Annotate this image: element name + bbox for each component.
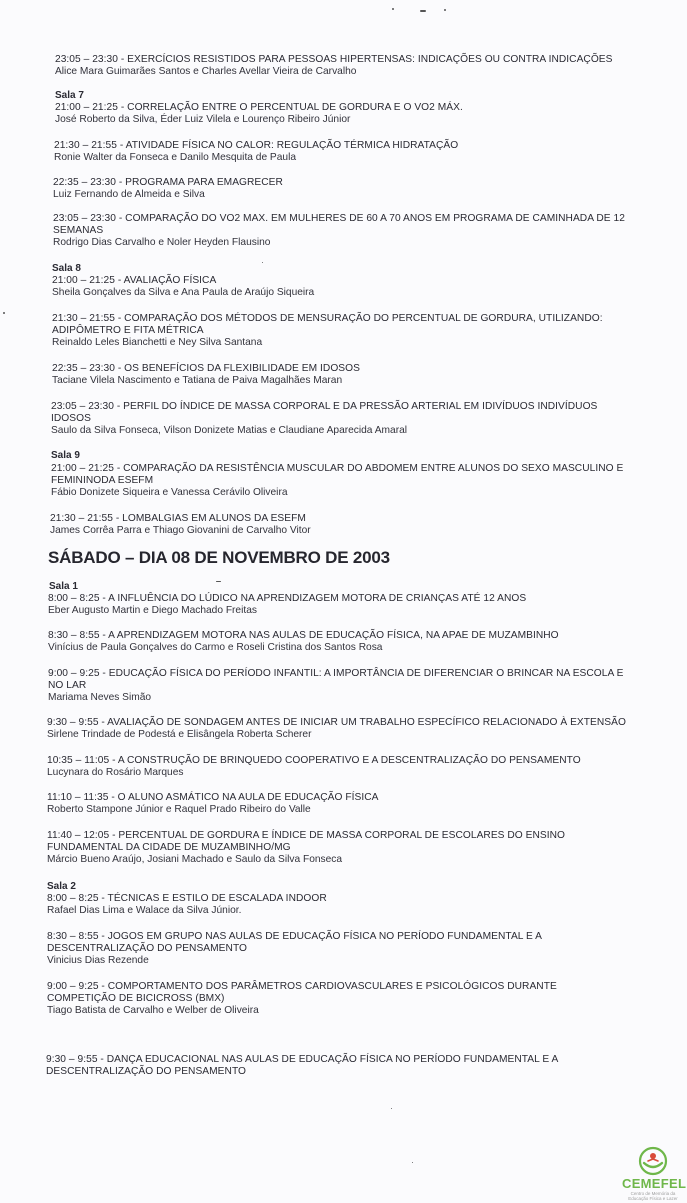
entry-authors: Sheila Gonçalves da Silva e Ana Paula de Araújo Siqueira bbox=[52, 287, 315, 299]
entry-authors: Rafael Dias Lima e Walace da Silva Júnior. bbox=[47, 905, 242, 917]
schedule-entry bbox=[51, 463, 623, 500]
entry-authors: Reinaldo Leles Bianchetti e Ney Silva Santana bbox=[52, 337, 263, 349]
entry-title: 10:35 – 11:05 - A CONSTRUÇÃO DE BRINQUEDO COOPERATIVO E A DESCENTRALIZAÇÃO DO PENSAMENTO bbox=[47, 755, 581, 766]
entry-authors: Ronie Walter da Fonseca e Danilo Mesquita de Paula bbox=[54, 152, 296, 164]
schedule-entry bbox=[52, 363, 360, 387]
entry-title-continued: FEMININODA ESEFM bbox=[51, 475, 154, 487]
schedule-entry bbox=[48, 593, 526, 617]
scan-speck bbox=[3, 312, 5, 314]
scan-speck bbox=[420, 10, 426, 12]
entry-authors: Vinicius Dias Rezende bbox=[47, 955, 149, 967]
entry-title-continued: ADIPÔMETRO E FITA MÉTRICA bbox=[52, 325, 204, 337]
entry-authors: Márcio Bueno Araújo, Josiani Machado e Saulo da Silva Fonseca bbox=[47, 854, 343, 866]
entry-title: 21:30 – 21:55 - ATIVIDADE FÍSICA NO CALOR: REGULAÇÃO TÉRMICA HIDRATAÇÃO bbox=[54, 140, 459, 151]
schedule-entry bbox=[47, 981, 557, 1018]
entry-title: 23:05 – 23:30 - COMPARAÇÃO DO VO2 MAX. EM MULHERES DE 60 A 70 ANOS EM PROGRAMA DE CAMINHADA DE 12 bbox=[53, 213, 625, 224]
room-label: Sala 7 bbox=[55, 90, 84, 101]
entry-authors: Saulo da Silva Fonseca, Vilson Donizete Matias e Claudiane Aparecida Amaral bbox=[51, 425, 408, 437]
entry-title: 9:30 – 9:55 - DANÇA EDUCACIONAL NAS AULAS DE EDUCAÇÃO FÍSICA NO PERÍODO FUNDAMENTAL E A bbox=[46, 1054, 559, 1065]
schedule-entry bbox=[55, 102, 463, 126]
schedule-entry bbox=[48, 630, 559, 654]
entry-title: 23:05 – 23:30 - PERFIL DO ÍNDICE DE MASSA CORPORAL E DA PRESSÃO ARTERIAL EM IDIVÍDUOS INDIVÍDUOS bbox=[51, 401, 598, 412]
entry-title: 11:10 – 11:35 - O ALUNO ASMÁTICO NA AULA DE EDUCAÇÃO FÍSICA bbox=[47, 792, 379, 803]
entry-title-continued: NO LAR bbox=[48, 680, 87, 692]
schedule-entry bbox=[47, 755, 581, 779]
scan-speck bbox=[216, 581, 221, 582]
entry-title: 9:00 – 9:25 - COMPORTAMENTO DOS PARÂMETROS CARDIOVASCULARES E PSICOLÓGICOS DURANTE bbox=[47, 981, 557, 992]
schedule-entry bbox=[47, 792, 379, 816]
schedule-entry bbox=[47, 931, 542, 968]
schedule-entry bbox=[52, 313, 603, 350]
entry-authors: Alice Mara Guimarães Santos e Charles Avellar Vieira de Carvalho bbox=[55, 66, 357, 78]
schedule-entry bbox=[52, 275, 314, 299]
entry-title: 8:00 – 8:25 - A INFLUÊNCIA DO LÚDICO NA APRENDIZAGEM MOTORA DE CRIANÇAS ATÉ 12 ANOS bbox=[48, 593, 527, 604]
entry-authors: José Roberto da Silva, Éder Luiz Vilela e Lourenço Ribeiro Júnior bbox=[55, 114, 351, 126]
schedule-entry bbox=[47, 717, 626, 741]
scan-speck bbox=[392, 8, 394, 10]
schedule-entry bbox=[51, 401, 597, 438]
entry-authors: Eber Augusto Martin e Diego Machado Freitas bbox=[48, 605, 257, 617]
entry-authors: Vinícius de Paula Gonçalves do Carmo e Roseli Cristina dos Santos Rosa bbox=[48, 642, 383, 654]
entry-title: 21:00 – 21:25 - CORRELAÇÃO ENTRE O PERCENTUAL DE GORDURA E O VO2 MÁX. bbox=[55, 102, 463, 113]
entry-title: 22:35 – 23:30 - PROGRAMA PARA EMAGRECER bbox=[53, 177, 283, 188]
entry-authors: Luiz Fernando de Almeida e Silva bbox=[53, 189, 205, 201]
entry-authors: James Corrêa Parra e Thiago Giovanini de Carvalho Vitor bbox=[50, 525, 311, 537]
entry-title-continued: DESCENTRALIZAÇÃO DO PENSAMENTO bbox=[47, 943, 248, 955]
scan-speck bbox=[262, 262, 263, 263]
entry-title: 8:30 – 8:55 - A APRENDIZAGEM MOTORA NAS AULAS DE EDUCAÇÃO FÍSICA, NA APAE DE MUZAMBINHO bbox=[48, 630, 559, 641]
entry-title-continued: IDOSOS bbox=[51, 413, 91, 425]
room-label: Sala 9 bbox=[51, 450, 80, 461]
logo-name: CEMEFEL bbox=[622, 1176, 687, 1191]
entry-title: 21:30 – 21:55 - LOMBALGIAS EM ALUNOS DA ESEFM bbox=[50, 513, 306, 524]
entry-title: 21:00 – 21:25 - AVALIAÇÃO FÍSICA bbox=[52, 275, 217, 286]
schedule-entry bbox=[46, 1054, 558, 1078]
room-label: Sala 8 bbox=[52, 263, 81, 274]
schedule-entry bbox=[47, 893, 327, 917]
entry-title: 21:00 – 21:25 - COMPARAÇÃO DA RESISTÊNCIA MUSCULAR DO ABDOMEM ENTRE ALUNOS DO SEXO MASCULINO E bbox=[51, 463, 624, 474]
entry-authors: Mariama Neves Simão bbox=[48, 692, 152, 704]
entry-authors: Sirlene Trindade de Podestá e Elisângela Roberta Scherer bbox=[47, 729, 312, 741]
logo-tagline: Centro de Memória da Educação Física e Lazer bbox=[628, 1191, 678, 1201]
schedule-entry bbox=[48, 668, 624, 705]
entry-title: 23:05 – 23:30 - EXERCÍCIOS RESISTIDOS PARA PESSOAS HIPERTENSAS: INDICAÇÕES OU CONTRA INDICAÇÕES bbox=[55, 54, 613, 65]
entry-title: 22:35 – 23:30 - OS BENEFÍCIOS DA FLEXIBILIDADE EM IDOSOS bbox=[52, 363, 360, 374]
entry-authors: Lucynara do Rosário Marques bbox=[47, 767, 184, 779]
entry-authors: Tiago Batista de Carvalho e Welber de Oliveira bbox=[47, 1005, 259, 1017]
entry-title: 8:00 – 8:25 - TÉCNICAS E ESTILO DE ESCALADA INDOOR bbox=[47, 893, 327, 904]
cemefel-logo bbox=[622, 1146, 687, 1202]
entry-authors: Taciane Vilela Nascimento e Tatiana de Paiva Magalhães Maran bbox=[52, 375, 343, 387]
entry-title: 11:40 – 12:05 - PERCENTUAL DE GORDURA E ÍNDICE DE MASSA CORPORAL DE ESCOLARES DO ENSINO bbox=[47, 830, 566, 841]
entry-title-continued: SEMANAS bbox=[53, 225, 104, 237]
entry-authors: Fábio Donizete Siqueira e Vanessa Cerávilo Oliveira bbox=[51, 487, 288, 499]
schedule-entry bbox=[53, 213, 625, 250]
day-heading: SÁBADO – DIA 08 DE NOVEMBRO DE 2003 bbox=[48, 548, 390, 567]
scan-speck bbox=[412, 1162, 413, 1163]
scan-speck bbox=[444, 9, 446, 11]
entry-title-continued: COMPETIÇÃO DE BICICROSS (BMX) bbox=[47, 993, 225, 1005]
entry-title-continued: FUNDAMENTAL DA CIDADE DE MUZAMBINHO/MG bbox=[47, 842, 291, 854]
cemefel-logo-icon bbox=[622, 1146, 684, 1176]
schedule-entry bbox=[50, 513, 311, 537]
entry-title-continued: DESCENTRALIZAÇÃO DO PENSAMENTO bbox=[46, 1066, 247, 1078]
entry-authors: Roberto Stampone Júnior e Raquel Prado Ribeiro do Valle bbox=[47, 804, 311, 816]
schedule-entry bbox=[47, 830, 565, 867]
room-label: Sala 2 bbox=[47, 881, 76, 892]
room-label: Sala 1 bbox=[49, 581, 78, 592]
schedule-entry bbox=[55, 54, 612, 78]
entry-title: 21:30 – 21:55 - COMPARAÇÃO DOS MÉTODOS DE MENSURAÇÃO DO PERCENTUAL DE GORDURA, UTILIZANDO: bbox=[52, 313, 603, 324]
entry-authors: Rodrigo Dias Carvalho e Noler Heyden Flausino bbox=[53, 237, 271, 249]
scan-speck bbox=[391, 1108, 392, 1109]
entry-title: 9:30 – 9:55 - AVALIAÇÃO DE SONDAGEM ANTES DE INICIAR UM TRABALHO ESPECÍFICO RELACIONADO À EXTENSÃO bbox=[47, 717, 626, 728]
schedule-entry bbox=[53, 177, 283, 201]
entry-title: 8:30 – 8:55 - JOGOS EM GRUPO NAS AULAS DE EDUCAÇÃO FÍSICA NO PERÍODO FUNDAMENTAL E A bbox=[47, 931, 543, 942]
entry-title: 9:00 – 9:25 - EDUCAÇÃO FÍSICA DO PERÍODO INFANTIL: A IMPORTÂNCIA DE DIFERENCIAR O BRINCAR NA ESCOLA E bbox=[48, 668, 624, 679]
schedule-entry bbox=[54, 140, 458, 164]
